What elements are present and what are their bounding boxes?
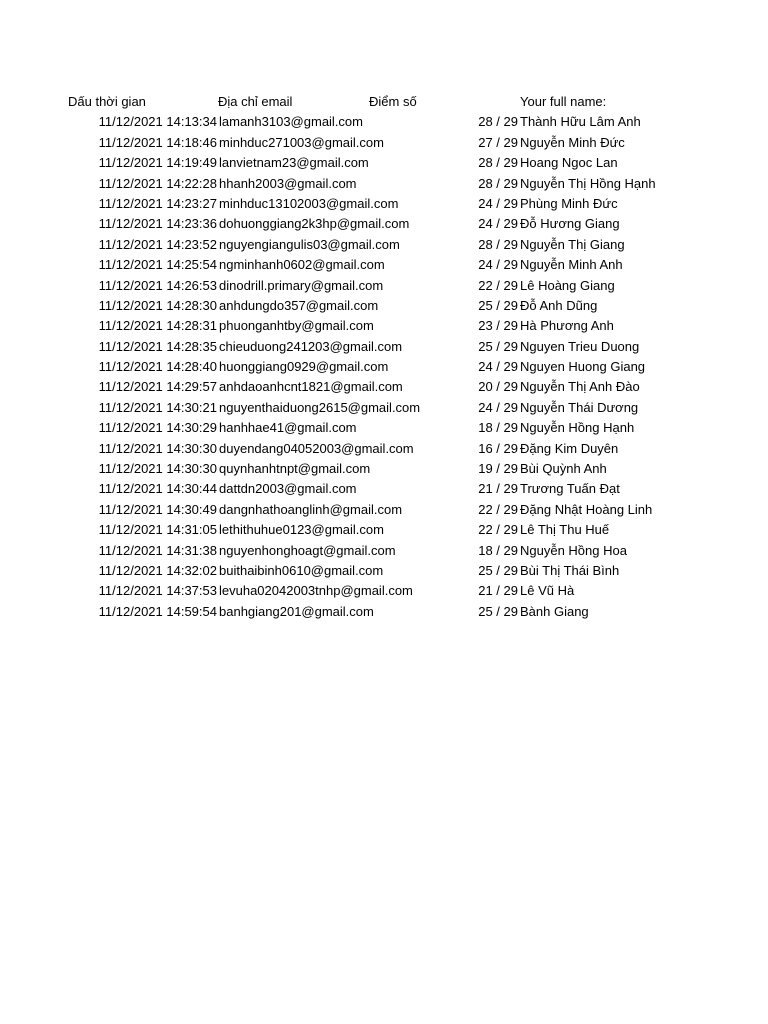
score-cell: 24 / 29 [478,195,518,211]
timestamp-cell: 11/12/2021 14:31:38 [98,542,217,558]
table-row [0,561,768,581]
score-cell: 24 / 29 [478,359,518,375]
name-cell: Nguyen Trieu Duong [520,338,640,354]
email-cell: hanhhae41@gmail.com [219,420,357,436]
table-row [0,337,768,357]
table-row [0,398,768,418]
timestamp-cell: 11/12/2021 14:13:34 [98,114,217,130]
email-cell: dangnhathoanglinh@gmail.com [219,501,403,517]
email-cell: chieuduong241203@gmail.com [219,338,403,354]
header-email: Địa chỉ email [218,94,293,109]
timestamp-cell: 11/12/2021 14:23:52 [98,236,217,252]
table-row [0,520,768,540]
score-cell: 18 / 29 [478,542,518,558]
email-cell: nguyengiangulis03@gmail.com [219,236,400,252]
name-cell: Lê Hoàng Giang [520,277,615,293]
email-cell: hhanh2003@gmail.com [219,175,357,191]
timestamp-cell: 11/12/2021 14:30:21 [98,399,217,415]
name-cell: Nguyễn Thị Anh Đào [520,379,640,395]
email-cell: quynhanhtnpt@gmail.com [219,461,371,477]
score-cell: 23 / 29 [478,318,518,334]
score-cell: 28 / 29 [478,236,518,252]
name-cell: Bùi Quỳnh Anh [520,461,607,477]
table-row [0,357,768,377]
timestamp-cell: 11/12/2021 14:30:30 [98,461,217,477]
name-cell: Nguyen Huong Giang [520,359,646,375]
timestamp-cell: 11/12/2021 14:26:53 [98,277,217,293]
email-cell: dattdn2003@gmail.com [219,481,357,497]
score-cell: 22 / 29 [478,501,518,517]
table-row [0,581,768,601]
timestamp-cell: 11/12/2021 14:29:57 [98,379,217,395]
score-cell: 21 / 29 [478,583,518,599]
name-cell: Bùi Thị Thái Bình [520,562,620,578]
email-cell: ngminhanh0602@gmail.com [219,257,385,273]
timestamp-cell: 11/12/2021 14:30:49 [98,501,217,517]
timestamp-cell: 11/12/2021 14:22:28 [98,175,217,191]
score-cell: 24 / 29 [478,257,518,273]
name-cell: Nguyễn Minh Anh [520,257,623,273]
table-row [0,296,768,316]
header-row [0,92,768,112]
score-cell: 27 / 29 [478,134,518,150]
table-row [0,133,768,153]
timestamp-cell: 11/12/2021 14:30:30 [98,440,217,456]
email-cell: banhgiang201@gmail.com [219,603,374,619]
table-row [0,459,768,479]
email-cell: nguyenthaiduong2615@gmail.com [219,399,421,415]
timestamp-cell: 11/12/2021 14:23:36 [98,216,217,232]
email-cell: dinodrill.primary@gmail.com [219,277,384,293]
table-row [0,316,768,336]
email-cell: anhdaoanhcnt1821@gmail.com [219,379,403,395]
score-cell: 20 / 29 [478,379,518,395]
score-cell: 24 / 29 [478,216,518,232]
table-row [0,377,768,397]
header-name: Your full name: [520,94,607,109]
score-cell: 19 / 29 [478,461,518,477]
name-cell: Nguyễn Thái Dương [520,399,639,415]
score-cell: 22 / 29 [478,277,518,293]
score-cell: 18 / 29 [478,420,518,436]
name-cell: Đặng Nhật Hoàng Linh [520,501,653,517]
name-cell: Bành Giang [520,603,589,619]
table-row [0,174,768,194]
score-cell: 21 / 29 [478,481,518,497]
timestamp-cell: 11/12/2021 14:28:40 [98,359,217,375]
table-row [0,602,768,622]
table-row [0,214,768,234]
table-row [0,112,768,132]
name-cell: Phùng Minh Đức [520,195,618,211]
name-cell: Nguyễn Hồng Hoa [520,542,627,558]
email-cell: levuha02042003tnhp@gmail.com [219,583,413,599]
email-cell: nguyenhonghoagt@gmail.com [219,542,396,558]
score-cell: 28 / 29 [478,114,518,130]
name-cell: Đỗ Hương Giang [520,216,620,232]
score-cell: 25 / 29 [478,603,518,619]
name-cell: Lê Thị Thu Huế [520,522,610,538]
name-cell: Hà Phương Anh [520,318,614,334]
email-cell: phuonganhtby@gmail.com [219,318,374,334]
table-row [0,418,768,438]
timestamp-cell: 11/12/2021 14:59:54 [98,603,217,619]
table-row [0,194,768,214]
email-cell: duyendang04052003@gmail.com [219,440,414,456]
table-row [0,276,768,296]
score-cell: 28 / 29 [478,175,518,191]
table-row [0,479,768,499]
email-cell: anhdungdo357@gmail.com [219,297,379,313]
header-score: Điểm số [369,94,417,109]
name-cell: Nguyễn Thị Giang [520,236,625,252]
header-timestamp: Dấu thời gian [68,94,146,109]
table-body [0,112,768,622]
email-cell: minhduc13102003@gmail.com [219,195,399,211]
email-cell: lanvietnam23@gmail.com [219,155,369,171]
table-row [0,500,768,520]
timestamp-cell: 11/12/2021 14:32:02 [98,562,217,578]
score-cell: 28 / 29 [478,155,518,171]
score-cell: 16 / 29 [478,440,518,456]
name-cell: Nguyễn Thị Hồng Hạnh [520,175,656,191]
timestamp-cell: 11/12/2021 14:28:35 [98,338,217,354]
timestamp-cell: 11/12/2021 14:19:49 [98,155,217,171]
name-cell: Đặng Kim Duyên [520,440,619,456]
table-row [0,255,768,275]
email-cell: dohuonggiang2k3hp@gmail.com [219,216,410,232]
timestamp-cell: 11/12/2021 14:37:53 [98,583,217,599]
email-cell: huonggiang0929@gmail.com [219,359,389,375]
table-row [0,235,768,255]
email-cell: lamanh3103@gmail.com [219,114,363,130]
timestamp-cell: 11/12/2021 14:18:46 [98,134,217,150]
timestamp-cell: 11/12/2021 14:28:31 [98,318,217,334]
email-cell: lethithuhue0123@gmail.com [219,522,384,538]
score-cell: 25 / 29 [478,297,518,313]
timestamp-cell: 11/12/2021 14:30:44 [98,481,217,497]
email-cell: buithaibinh0610@gmail.com [219,562,384,578]
table-row [0,541,768,561]
name-cell: Lê Vũ Hà [520,583,575,599]
timestamp-cell: 11/12/2021 14:30:29 [98,420,217,436]
timestamp-cell: 11/12/2021 14:31:05 [98,522,217,538]
name-cell: Nguyễn Minh Đức [520,134,625,150]
score-cell: 24 / 29 [478,399,518,415]
timestamp-cell: 11/12/2021 14:28:30 [98,297,217,313]
table-row [0,439,768,459]
email-cell: minhduc271003@gmail.com [219,134,384,150]
table-row [0,153,768,173]
spreadsheet-table [0,92,768,622]
name-cell: Đỗ Anh Dũng [520,297,598,313]
score-cell: 25 / 29 [478,338,518,354]
name-cell: Hoang Ngoc Lan [520,155,618,171]
timestamp-cell: 11/12/2021 14:25:54 [98,257,217,273]
score-cell: 25 / 29 [478,562,518,578]
score-cell: 22 / 29 [478,522,518,538]
timestamp-cell: 11/12/2021 14:23:27 [98,195,217,211]
name-cell: Trương Tuấn Đạt [520,481,620,497]
name-cell: Nguyễn Hồng Hạnh [520,420,635,436]
name-cell: Thành Hữu Lâm Anh [520,114,641,130]
